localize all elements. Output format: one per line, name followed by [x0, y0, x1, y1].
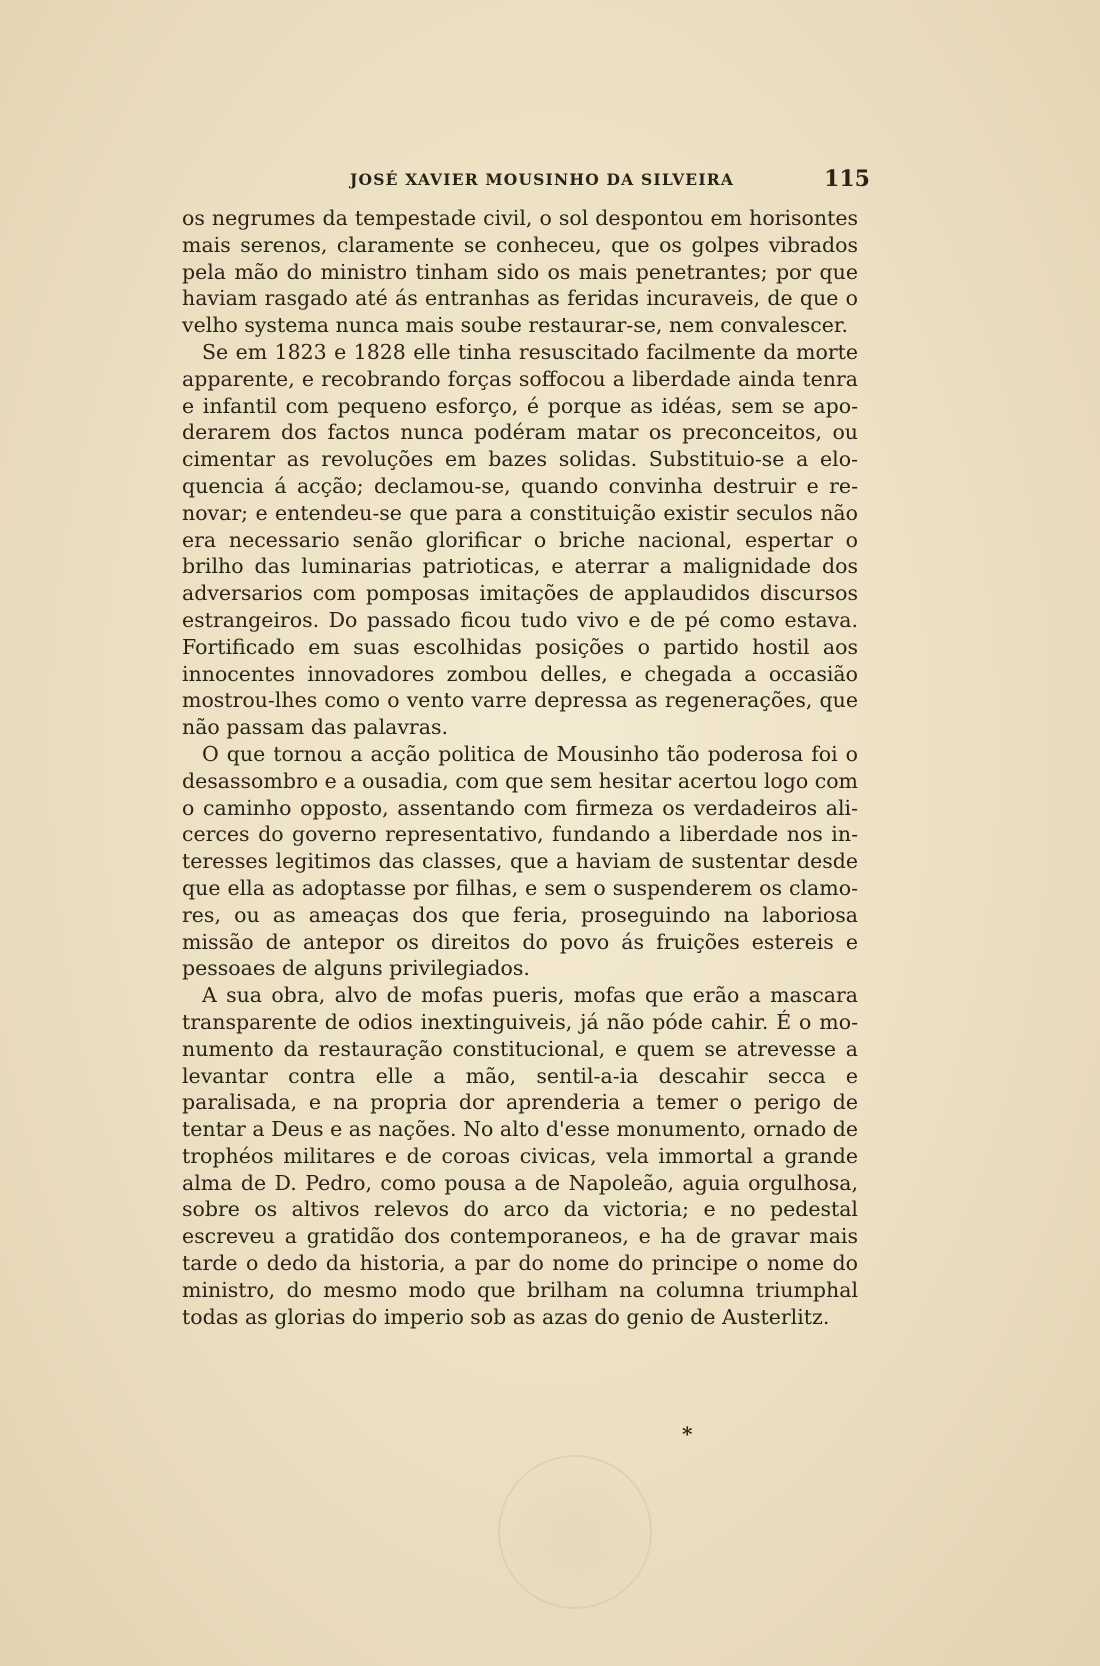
running-title: JOSÉ XAVIER MOUSINHO DA SILVEIRA — [350, 170, 735, 189]
paragraph-2: Se em 1823 e 1828 elle tinha resuscitado facilmente da morte apparente, e recobrando forças soffocou a liberdade ainda tenra e infantil com pequeno esforço, é porque as idéas, sem se apoderarem dos factos nunca podéram matar os preconceitos, ou cimentar as revoluções em bazes solidas. Substituio-se a eloquencia á acção; declamou-se, quando convinha destruir e renovar; e entendeu-se que para a constituição existir seculos não era necessario senão glorificar o briche nacional, espertar o brilho das luminarias patrioticas, e aterrar a malignidade dos adversarios com pomposas imitações de applaudidos discursos estrangeiros. Do passado ficou tudo vivo e de pé como estava. Fortificado em suas escolhidas posições o partido hostil aos innocentes innovadores zombou delles, e chegada a occasião mostrou-lhes como o vento varre depressa as regenerações, que não passam das palavras. — [182, 339, 858, 740]
end-mark: * — [682, 1422, 693, 1446]
paragraph-4: A sua obra, alvo de mofas pueris, mofas que erão a mascara transparente de odios inextinguiveis, já não póde cahir. É o monumento da restauração constitucional, e quem se atrevesse a levantar contra elle a mão, sentil-a-ia descahir secca e paralisada, e na propria dor aprenderia a temer o perigo de tentar a Deus e as nações. No alto d'esse monumento, ornado de trophéos militares e de coroas civicas, vela immortal a grande alma de D. Pedro, como pousa a de Napoleão, aguia orgulhosa, sobre os altivos relevos do arco da victoria; e no pedestal escreveu a gratidão dos contemporaneos, e ha de gravar mais tarde o dedo da historia, a par do nome do principe o nome do ministro, do mesmo modo que brilham na columna triumphal todas as glorias do imperio sob as azas do genio de Austerlitz. — [182, 983, 858, 1329]
faint-library-stamp — [498, 1455, 652, 1609]
body-text — [182, 205, 858, 1330]
page-number: 115 — [824, 166, 870, 192]
running-head — [182, 168, 870, 192]
paragraph-3: O que tornou a acção politica de Mousinho tão poderosa foi o desassombro e a ousadia, com que sem hesitar acertou logo com o caminho opposto, assentando com firmeza os verdadeiros alicerces do governo representativo, fundando a liberdade nos interesses legitimos das classes, que a haviam de sustentar desde que ella as adoptasse por filhas, e sem o suspenderem os clamores, ou as ameaças dos que feria, proseguindo na laboriosa missão de antepor os direitos do povo ás fruições estereis e pessoaes de alguns privilegiados. — [182, 741, 858, 981]
paragraph-1: os negrumes da tempestade civil, o sol despontou em horisontes mais serenos, claramente se conheceu, que os golpes vibrados pela mão do ministro tinham sido os mais penetrantes; por que haviam rasgado até ás entranhas as feridas incuraveis, de que o velho systema nunca mais soube restaurar-se, nem convalescer. — [182, 206, 858, 338]
